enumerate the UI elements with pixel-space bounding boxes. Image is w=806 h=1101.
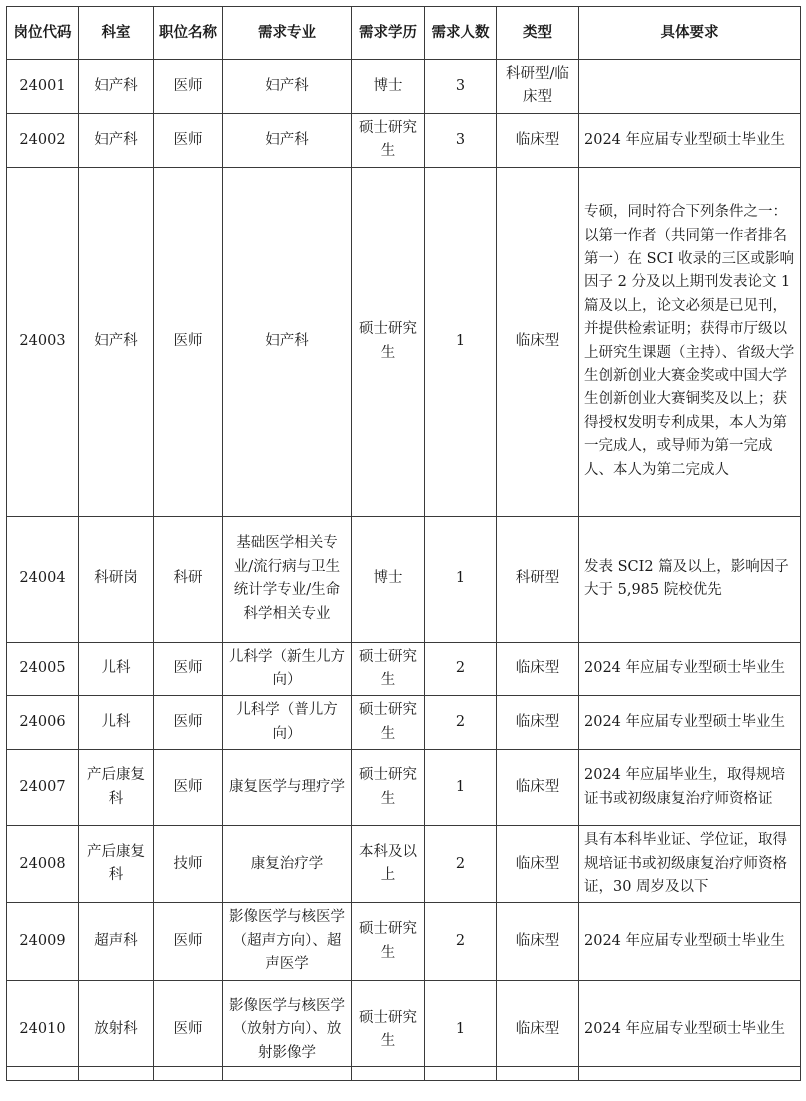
cell-count: 1 xyxy=(425,167,497,516)
cell-major: 康复医学与理疗学 xyxy=(223,750,352,826)
cell-requirements: 2024 年应届专业型硕士毕业生 xyxy=(579,113,801,167)
header-dept: 科室 xyxy=(79,7,154,60)
cell-requirements: 2024 年应届专业型硕士毕业生 xyxy=(579,980,801,1080)
cell-major: 妇产科 xyxy=(223,113,352,167)
cell-title: 医师 xyxy=(154,60,223,114)
cell-requirements: 2024 年应届专业型硕士毕业生 xyxy=(579,642,801,696)
cell-dept: 妇产科 xyxy=(79,60,154,114)
cell-type: 科研型/临床型 xyxy=(497,60,579,114)
table-row xyxy=(7,113,801,167)
header-degree: 需求学历 xyxy=(352,7,425,60)
table-header-row xyxy=(7,7,801,60)
cell-title: 医师 xyxy=(154,167,223,516)
table-row xyxy=(7,167,801,516)
cell-degree: 硕士研究生 xyxy=(352,980,425,1080)
cell-title: 医师 xyxy=(154,113,223,167)
cell-dept: 放射科 xyxy=(79,980,154,1080)
cell-code: 24005 xyxy=(7,642,79,696)
cell-count: 1 xyxy=(425,980,497,1080)
cell-count: 2 xyxy=(425,696,497,750)
cell-title: 技师 xyxy=(154,826,223,903)
cell-dept: 妇产科 xyxy=(79,167,154,516)
cell-major: 基础医学相关专业/流行病与卫生统计学专业/生命科学相关专业 xyxy=(223,516,352,642)
cell-dept: 产后康复科 xyxy=(79,826,154,903)
cell-requirements: 专硕，同时符合下列条件之一：以第一作者（共同第一作者排名第一）在 SCI 收录的三区或影响因子 2 分及以上期刊发表论文 1 篇及以上，论文必须是已见刊，并提供检索证明；获得市厅级以上研究生课题（主持）、省级大学生创新创业大赛金奖或中国大学生创新创业大赛铜奖及以上；获得授权发明专利成果，本人为第一完成人，或导师为第一完成人、本人为第二完成人 xyxy=(579,167,801,516)
cell-code: 24001 xyxy=(7,60,79,114)
cell-requirements: 2024 年应届专业型硕士毕业生 xyxy=(579,903,801,980)
cell-degree: 硕士研究生 xyxy=(352,113,425,167)
cell-count: 2 xyxy=(425,642,497,696)
cell-type: 临床型 xyxy=(497,980,579,1080)
cell-major: 儿科学（新生儿方向） xyxy=(223,642,352,696)
cell-type: 临床型 xyxy=(497,696,579,750)
table-row xyxy=(7,516,801,642)
cell-dept: 产后康复科 xyxy=(79,750,154,826)
cell-code: 24006 xyxy=(7,696,79,750)
cell-degree: 硕士研究生 xyxy=(352,696,425,750)
cell-code: 24007 xyxy=(7,750,79,826)
table-row xyxy=(7,696,801,750)
cell-title: 医师 xyxy=(154,750,223,826)
table-row xyxy=(7,903,801,980)
cell-count: 3 xyxy=(425,60,497,114)
cell-dept: 科研岗 xyxy=(79,516,154,642)
cell-count: 1 xyxy=(425,516,497,642)
cell-title: 医师 xyxy=(154,980,223,1080)
header-code: 岗位代码 xyxy=(7,7,79,60)
cell-title: 科研 xyxy=(154,516,223,642)
cell-dept: 儿科 xyxy=(79,696,154,750)
cell-type: 临床型 xyxy=(497,903,579,980)
cell-count: 3 xyxy=(425,113,497,167)
cell-code: 24003 xyxy=(7,167,79,516)
cell-major: 儿科学（普儿方向） xyxy=(223,696,352,750)
cell-type: 临床型 xyxy=(497,642,579,696)
cell-count: 2 xyxy=(425,826,497,903)
cell-dept: 儿科 xyxy=(79,642,154,696)
cell-degree: 硕士研究生 xyxy=(352,903,425,980)
header-major: 需求专业 xyxy=(223,7,352,60)
header-count: 需求人数 xyxy=(425,7,497,60)
cell-type: 临床型 xyxy=(497,826,579,903)
cell-dept: 超声科 xyxy=(79,903,154,980)
cell-requirements xyxy=(579,60,801,114)
cell-count: 1 xyxy=(425,750,497,826)
header-title: 职位名称 xyxy=(154,7,223,60)
cell-requirements: 具有本科毕业证、学位证，取得规培证书或初级康复治疗师资格证，30 周岁及以下 xyxy=(579,826,801,903)
cell-title: 医师 xyxy=(154,696,223,750)
table-row xyxy=(7,750,801,826)
cell-type: 临床型 xyxy=(497,113,579,167)
cell-code: 24002 xyxy=(7,113,79,167)
cell-type: 临床型 xyxy=(497,750,579,826)
cell-title: 医师 xyxy=(154,642,223,696)
cell-dept: 妇产科 xyxy=(79,113,154,167)
table-row xyxy=(7,642,801,696)
cell-major: 影像医学与核医学（超声方向）、超声医学 xyxy=(223,903,352,980)
cell-degree: 硕士研究生 xyxy=(352,642,425,696)
cell-title: 医师 xyxy=(154,903,223,980)
cell-major: 康复治疗学 xyxy=(223,826,352,903)
cell-requirements: 发表 SCI2 篇及以上，影响因子大于 5,985 院校优先 xyxy=(579,516,801,642)
cell-count: 2 xyxy=(425,903,497,980)
header-requirements: 具体要求 xyxy=(579,7,801,60)
cell-type: 临床型 xyxy=(497,167,579,516)
cell-requirements: 2024 年应届毕业生，取得规培证书或初级康复治疗师资格证 xyxy=(579,750,801,826)
cell-degree: 硕士研究生 xyxy=(352,167,425,516)
cell-degree: 硕士研究生 xyxy=(352,750,425,826)
cell-code: 24010 xyxy=(7,980,79,1080)
cell-major: 妇产科 xyxy=(223,167,352,516)
cell-code: 24009 xyxy=(7,903,79,980)
cell-code: 24008 xyxy=(7,826,79,903)
cell-type: 科研型 xyxy=(497,516,579,642)
cell-major: 妇产科 xyxy=(223,60,352,114)
table-row xyxy=(7,60,801,114)
cell-degree: 博士 xyxy=(352,60,425,114)
cell-code: 24004 xyxy=(7,516,79,642)
cell-requirements: 2024 年应届专业型硕士毕业生 xyxy=(579,696,801,750)
cell-major: 影像医学与核医学（放射方向）、放射影像学 xyxy=(223,980,352,1080)
table-row xyxy=(7,826,801,903)
header-type: 类型 xyxy=(497,7,579,60)
cell-degree: 博士 xyxy=(352,516,425,642)
bottom-rule xyxy=(6,1066,800,1067)
cell-degree: 本科及以上 xyxy=(352,826,425,903)
recruitment-table xyxy=(6,6,801,1081)
